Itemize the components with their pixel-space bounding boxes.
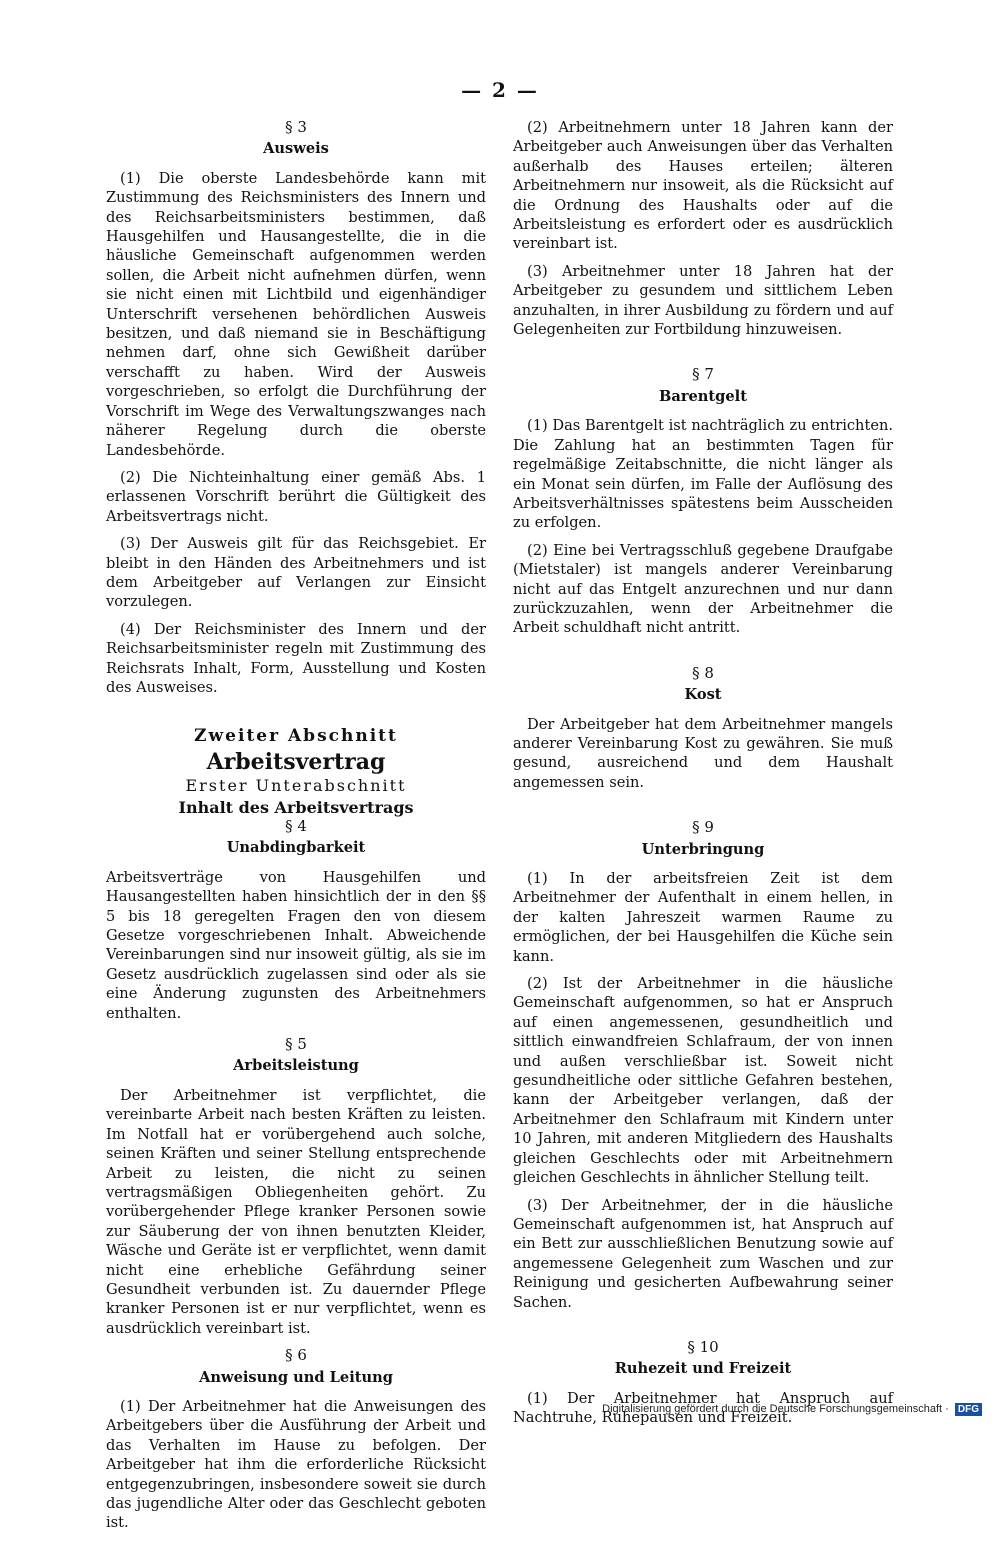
section-number: § 9: [692, 818, 714, 837]
paragraph: (1) Der Arbeitnehmer hat Anspruch auf Nachtruhe, Ruhepausen und Freizeit.: [513, 1389, 893, 1427]
section-title: Arbeitsleistung: [233, 1057, 359, 1075]
part-label: Zweiter Abschnitt: [194, 726, 398, 747]
paragraph: (2) Ist der Arbeitnehmer in die häusliche Gemeinschaft aufgenommen, so hat er Anspruch auf einen angemessenen, gesundheitlich und sittlich einwandfreien Schlafraum, der von innen und außen verschließbar ist. Soweit nicht gesundheitliche oder sittliche Gefahren bestehen, kann der Arbeitgeber verlangen, daß der Arbeitnehmer den Schlafraum mit Kindern unter 10 Jahren, mit anderen Mitgliedern des Haushalts gleichen Geschlechts oder mit Arbeitnehmern gleichen Geschlechts in ähnlicher Stellung teilt.: [513, 975, 893, 1187]
paragraph: Arbeitsverträge von Hausgehilfen und Hausangestellten haben hinsichtlich der in den §§ 5 bis 18 geregelten Fragen den von diesem Gesetze vorgeschriebenen Inhalt. Abweichende Vereinbarungen sind nur insoweit gültig, als sie im Gesetz ausdrücklich zugelassen sind oder als sie eine Änderung zugunsten des Arbeitnehmers enthalten.: [106, 868, 486, 1022]
paragraph: Der Arbeitnehmer ist verpflichtet, die vereinbarte Arbeit nach besten Kräften zu leisten. Im Notfall hat er vorübergehend auch solche, seinen Kräften und seiner Stellung entsprechende Arbeit zu leisten, die nicht zu seinen vertragsmäßigen Obliegenheiten gehört. Zu vorübergehender Pflege kranker Personen sowie zur Säuberung der von ihnen benutzten Kleider, Wäsche und Geräte ist er verpflichtet, wenn damit nicht eine erhebliche Gefährdung seiner Gesundheit verbunden ist. Zu dauernder Pflege kranker Personen ist er nur verpflichtet, wenn es ausdrücklich vereinbart ist.: [106, 1086, 486, 1337]
section-title: Anweisung und Leitung: [199, 1368, 393, 1386]
paragraph: (1) In der arbeitsfreien Zeit ist dem Arbeitnehmer der Aufenthalt in einem hellen, in der kalten Jahreszeit warmen Raume zu ermöglichen, der bei Hausgehilfen die Küche sein kann.: [513, 870, 893, 965]
subpart-label: Erster Unterabschnitt: [185, 776, 407, 796]
footer-credit: [602, 1403, 982, 1416]
section-number: § 8: [692, 663, 714, 682]
dfg-logo: DFG: [955, 1403, 982, 1416]
paragraph: (3) Der Arbeitnehmer, der in die häusliche Gemeinschaft aufgenommen ist, hat Anspruch auf ein Bett zur ausschließlichen Benutzung sowie auf angemessene Gelegenheit zum Waschen und zur Reinigung und gesicherten Aufbewahrung seiner Sachen.: [513, 1196, 893, 1311]
section-title: Ruhezeit und Freizeit: [614, 1360, 792, 1378]
section-number: § 10: [687, 1337, 719, 1356]
part-title: Arbeitsvertrag: [206, 748, 386, 775]
page-number: — 2 —: [461, 78, 539, 102]
right-column: [513, 118, 893, 1436]
paragraph: (4) Der Reichsminister des Innern und der Reichsarbeitsminister regeln mit Zustimmung des Reichsrats Inhalt, Form, Ausstellung und Kosten des Ausweises.: [106, 620, 486, 696]
paragraph: (2) Eine bei Vertragsschluß gegebene Draufgabe (Mietstaler) ist mangels anderer Vereinbarung nicht auf das Entgelt anzurechnen und nur dann zurückzuzahlen, wenn der Arbeitnehmer die Arbeit schuldhaft nicht antritt.: [513, 541, 893, 637]
section-title: Unterbringung: [641, 840, 765, 858]
section-title: Ausweis: [263, 140, 329, 158]
paragraph: (3) Der Ausweis gilt für das Reichsgebiet. Er bleibt in den Händen des Arbeitnehmers und ist dem Arbeitgeber auf Verlangen zur Einsicht vorzulegen.: [106, 535, 486, 611]
section-number: § 6: [285, 1346, 307, 1365]
paragraph: (1) Der Arbeitnehmer hat die Anweisungen des Arbeitgebers über die Ausführung der Arbeit und das Verhalten im Hause zu befolgen. Der Arbeitgeber hat ihm die erforderliche Rücksicht entgegenzubringen, insbesondere soweit sie durch das jugendliche Alter oder das Geschlecht geboten ist.: [106, 1397, 486, 1532]
section-title: Unabdingbarkeit: [226, 839, 366, 857]
footer-text: Digitalisierung gefördert durch die Deutsche Forschungsgemeinschaft ·: [602, 1403, 949, 1415]
subpart-title: Inhalt des Arbeitsvertrags: [178, 797, 414, 817]
paragraph: (3) Arbeitnehmer unter 18 Jahren hat der Arbeitgeber zu gesundem und sittlichem Leben anzuhalten, in ihrer Ausbildung zu fördern und auf Gelegenheiten zur Fortbildung hinzuweisen.: [513, 262, 893, 339]
section-number: § 4: [285, 817, 307, 835]
left-column: [106, 118, 486, 1541]
section-title: Barentgelt: [659, 387, 747, 405]
section-number: § 3: [285, 118, 307, 136]
paragraph: (1) Die oberste Landesbehörde kann mit Zustimmung des Reichsministers des Innern und des Reichsarbeitsministers bestimmen, daß Hausgehilfen und Hausangestellte, die in die häusliche Gemeinschaft aufgenommen werden sollen, die Arbeit nicht aufnehmen dürfen, wenn sie nicht einen mit Lichtbild und eigenhändiger Unterschrift versehenen behördlichen Ausweis besitzen, und daß niemand sie in Beschäftigung nehmen darf, ohne sich Gewißheit darüber verschafft zu haben. Wird der Ausweis vorgeschrieben, so erfolgt die Durchführung der Vorschrift im Wege des Verwaltungszwanges nach näherer Regelung durch die oberste Landesbehörde.: [106, 169, 486, 459]
section-number: § 7: [692, 365, 714, 384]
paragraph: (1) Das Barentgelt ist nachträglich zu entrichten. Die Zahlung hat an bestimmten Tagen für regelmäßige Zeitabschnitte, die nicht länger als ein Monat sein dürfen, im Falle der Auflösung des Arbeitsverhältnisses spätestens beim Ausscheiden zu erfolgen.: [513, 417, 893, 532]
paragraph: (2) Die Nichteinhaltung einer gemäß Abs. 1 erlassenen Vorschrift berührt die Gültigkeit des Arbeitsvertrags nicht.: [106, 468, 486, 525]
paragraph: (2) Arbeitnehmern unter 18 Jahren kann der Arbeitgeber auch Anweisungen über das Verhalten außerhalb des Hauses erteilen; älteren Arbeitnehmern nur insoweit, als die Rücksicht auf die Ordnung des Haushalts oder auf die Arbeitsleistung es erfordert oder es ausdrücklich vereinbart ist.: [513, 119, 893, 253]
section-title: Kost: [684, 686, 722, 704]
section-number: § 5: [285, 1035, 307, 1054]
paragraph: Der Arbeitgeber hat dem Arbeitnehmer mangels anderer Vereinbarung Kost zu gewähren. Sie muß gesund, ausreichend und dem Haushalt angemessen sein.: [513, 715, 893, 791]
